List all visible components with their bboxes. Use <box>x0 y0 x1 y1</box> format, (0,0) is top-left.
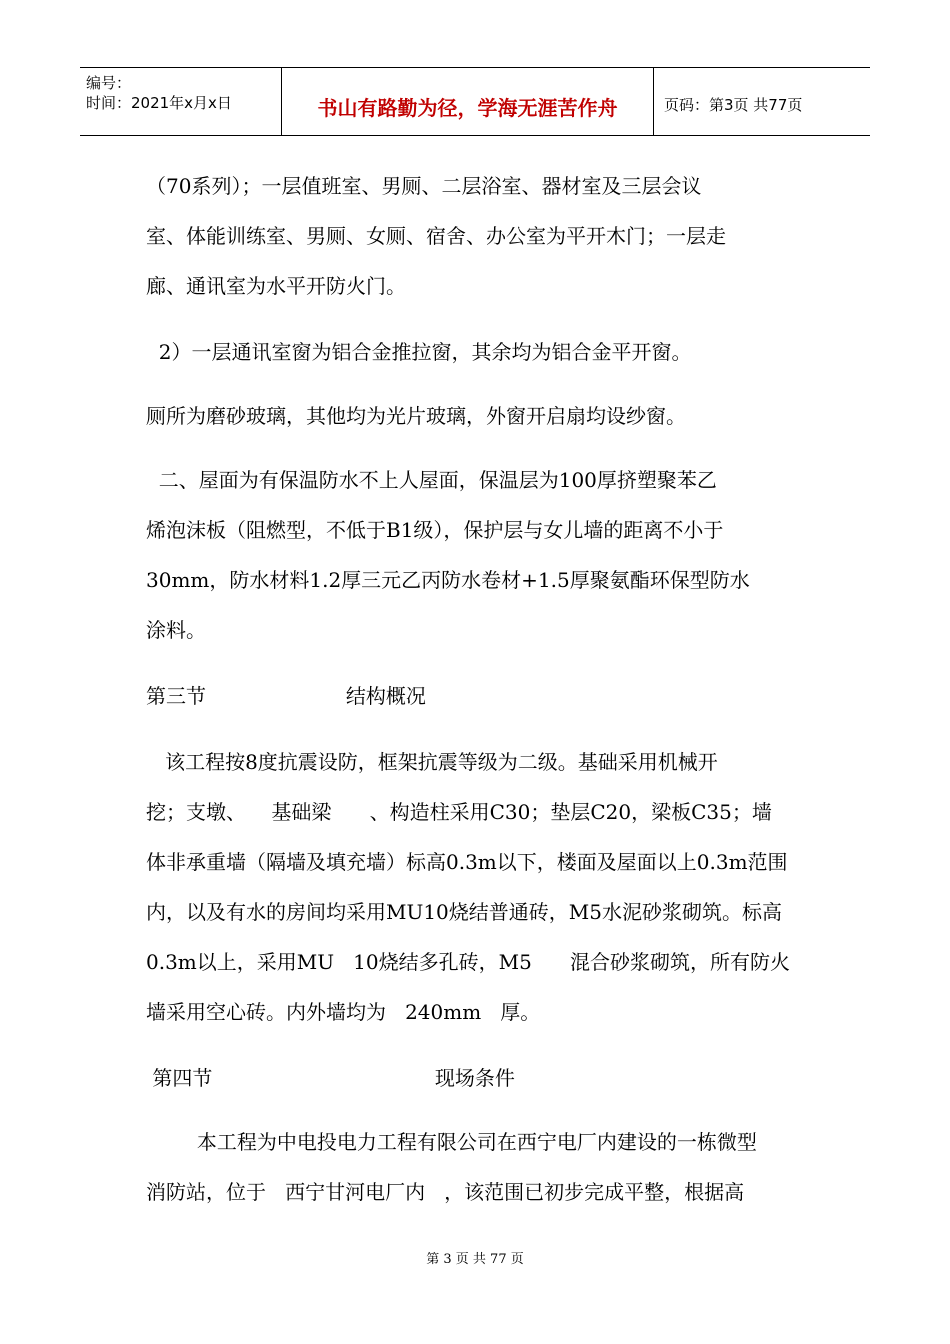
page-header <box>80 67 870 136</box>
body-line: 二、屋面为有保温防水不上人屋面，保温层为100厚挤塑聚苯乙 <box>146 468 717 492</box>
body-line: 30mm，防水材料1.2厚三元乙丙防水卷材+1.5厚聚氨酯环保型防水 <box>146 568 750 592</box>
body-line: 厕所为磨砂玻璃，其他均为光片玻璃，外窗开启扇均设纱窗。 <box>146 404 686 428</box>
body-line: 内，以及有水的房间均采用MU10烧结普通砖，M5水泥砂浆砌筑。标高 <box>146 900 782 924</box>
body-line: 该工程按8度抗震设防，框架抗震等级为二级。基础采用机械开 <box>146 750 718 774</box>
body-line: 室、体能训练室、男厕、女厕、宿舍、办公室为平开木门；一层走 <box>146 224 726 248</box>
body-line: 墙采用空心砖。内外墙均为 240mm 厚。 <box>146 1000 541 1024</box>
body-line: 烯泡沫板（阻燃型，不低于B1级），保护层与女儿墙的距离不小于 <box>146 518 724 542</box>
section-heading: 第四节 现场条件 <box>146 1066 515 1090</box>
body-line: 0.3m以上，采用MU 10烧结多孔砖，M5 混合砂浆砌筑，所有防火 <box>146 950 790 974</box>
body-line: （70系列）；一层值班室、男厕、二层浴室、器材室及三层会议 <box>146 174 702 198</box>
body-line: 廊、通讯室为水平开防火门。 <box>146 274 406 298</box>
body-line: 挖；支墩、 基础梁 、构造柱采用C30；垫层C20，梁板C35；墙 <box>146 800 772 824</box>
document-date: 时间：2021年x月x日 <box>86 94 232 112</box>
body-line: 涂料。 <box>146 618 206 642</box>
header-info-cell <box>80 68 282 135</box>
header-page-cell <box>654 68 870 135</box>
body-line: 2）一层通讯室窗为铝合金推拉窗，其余均为铝合金平开窗。 <box>146 340 692 364</box>
header-page-info: 页码：第3页 共77页 <box>664 96 803 114</box>
page-footer: 第 3 页 共 77 页 <box>426 1252 524 1267</box>
body-line: 体非承重墙（隔墙及填充墙）标高0.3m以下，楼面及屋面以上0.3m范围 <box>146 850 788 874</box>
body-line: 消防站，位于 西宁甘河电厂内 ，该范围已初步完成平整，根据高 <box>146 1180 745 1204</box>
header-motto-cell <box>282 68 654 135</box>
body-line: 本工程为中电投电力工程有限公司在西宁电厂内建设的一栋微型 <box>146 1130 757 1154</box>
header-motto: 书山有路勤为径，学海无涯苦作舟 <box>317 96 618 120</box>
document-number: 编号： <box>86 74 132 92</box>
section-heading: 第三节 结构概况 <box>146 684 426 708</box>
